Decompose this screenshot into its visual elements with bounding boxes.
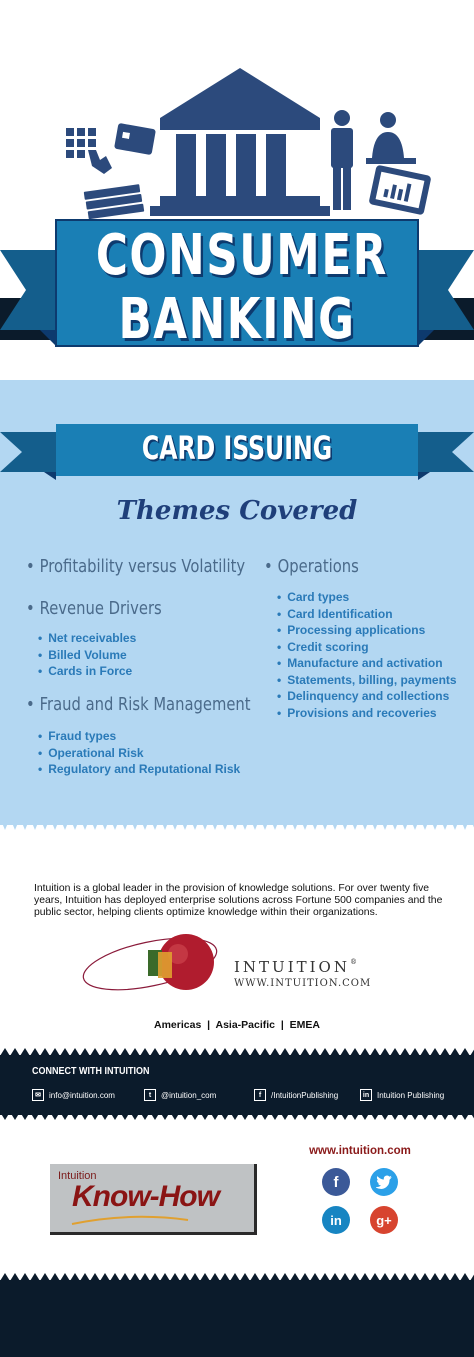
- theme-operations: • Operations: [264, 556, 359, 577]
- logo-url[interactable]: WWW.INTUITION.COM: [234, 978, 372, 989]
- twitter-bird-icon: [376, 1175, 392, 1189]
- linkedin-button[interactable]: [322, 1206, 350, 1234]
- contact-linkedin[interactable]: [360, 1089, 444, 1101]
- know-how-big-text: Know-How: [72, 1180, 219, 1213]
- regions: Americas | Asia-Pacific | EMEA: [154, 1019, 320, 1031]
- know-how-small-text: Intuition: [58, 1170, 97, 1182]
- theme-profitability: • Profitability versus Volatility: [26, 556, 245, 577]
- theme-revenue-drivers: • Revenue Drivers: [26, 598, 162, 619]
- twitter-icon: t: [144, 1089, 156, 1101]
- facebook-icon: f: [333, 1173, 339, 1191]
- list-item: • Card Identification: [277, 606, 457, 623]
- logo-name-text: INTUITION: [234, 958, 350, 976]
- twitter-button[interactable]: [370, 1168, 398, 1196]
- facebook-button[interactable]: [322, 1168, 350, 1196]
- logo-name: [234, 958, 360, 976]
- bank-building-icon: [150, 68, 330, 216]
- cash-stack-icon: [84, 184, 145, 219]
- footer-band: [0, 1280, 474, 1357]
- card-icon: [114, 123, 156, 155]
- subtitle-card-issuing: CARD ISSUING: [141, 429, 333, 467]
- linkedin-icon: in: [330, 1212, 342, 1228]
- list-item: • Provisions and recoveries: [277, 705, 457, 722]
- title-line-2: BANKING: [118, 287, 356, 352]
- zigzag-bottom-connect: [0, 1112, 474, 1122]
- linkedin-icon: in: [360, 1089, 372, 1101]
- email-text: info@intuition.com: [49, 1090, 115, 1100]
- title-line-1: CONSUMER: [95, 223, 388, 288]
- connect-section: [0, 1055, 474, 1115]
- list-item: • Card types: [277, 589, 457, 606]
- linkedin-text: Intuition Publishing: [377, 1090, 445, 1100]
- envelope-icon: ✉: [32, 1089, 44, 1101]
- website-link[interactable]: www.intuition.com: [309, 1145, 411, 1157]
- know-how-swoosh-icon: [70, 1214, 190, 1228]
- google-plus-icon: g+: [376, 1212, 392, 1228]
- facebook-text: /IntuitionPublishing: [271, 1090, 339, 1100]
- twitter-text: @intuition_com: [161, 1090, 217, 1100]
- contact-twitter[interactable]: [144, 1089, 216, 1101]
- list-item: • Net receivables: [38, 630, 136, 647]
- facebook-icon: f: [254, 1089, 266, 1101]
- list-item: • Regulatory and Reputational Risk: [38, 761, 240, 778]
- keypad-icon: [66, 128, 112, 174]
- list-item: • Statements, billing, payments: [277, 672, 457, 689]
- intuition-logo-icon: [80, 928, 230, 1000]
- revenue-drivers-list: [38, 630, 136, 680]
- list-item: • Processing applications: [277, 622, 457, 639]
- themes-heading: Themes Covered: [116, 496, 358, 526]
- tablet-chart-icon: [368, 165, 431, 216]
- list-item: • Fraud types: [38, 728, 240, 745]
- operations-list: [277, 589, 457, 721]
- about-text: Intuition is a global leader in the provision of knowledge solutions. For over twenty five years, Intuition has deployed enterprise solutions across Fortune 500 companies and the public sector, helping clients optimize knowledge within their organizations.: [34, 883, 443, 918]
- fraud-risk-list: [38, 728, 240, 778]
- list-item: • Delinquency and collections: [277, 688, 457, 705]
- list-item: • Billed Volume: [38, 647, 136, 664]
- list-item: • Cards in Force: [38, 663, 136, 680]
- list-item: • Credit scoring: [277, 639, 457, 656]
- list-item: • Operational Risk: [38, 745, 240, 762]
- teller-icon: [366, 112, 416, 164]
- person-icon: [331, 110, 353, 210]
- google-plus-button[interactable]: [370, 1206, 398, 1234]
- theme-fraud-risk: • Fraud and Risk Management: [26, 694, 251, 715]
- connect-title: CONNECT WITH INTUITION: [32, 1066, 150, 1077]
- contact-email[interactable]: [32, 1089, 115, 1101]
- contact-facebook[interactable]: [254, 1089, 338, 1101]
- list-item: • Manufacture and activation: [277, 655, 457, 672]
- registered-mark: ®: [349, 958, 360, 966]
